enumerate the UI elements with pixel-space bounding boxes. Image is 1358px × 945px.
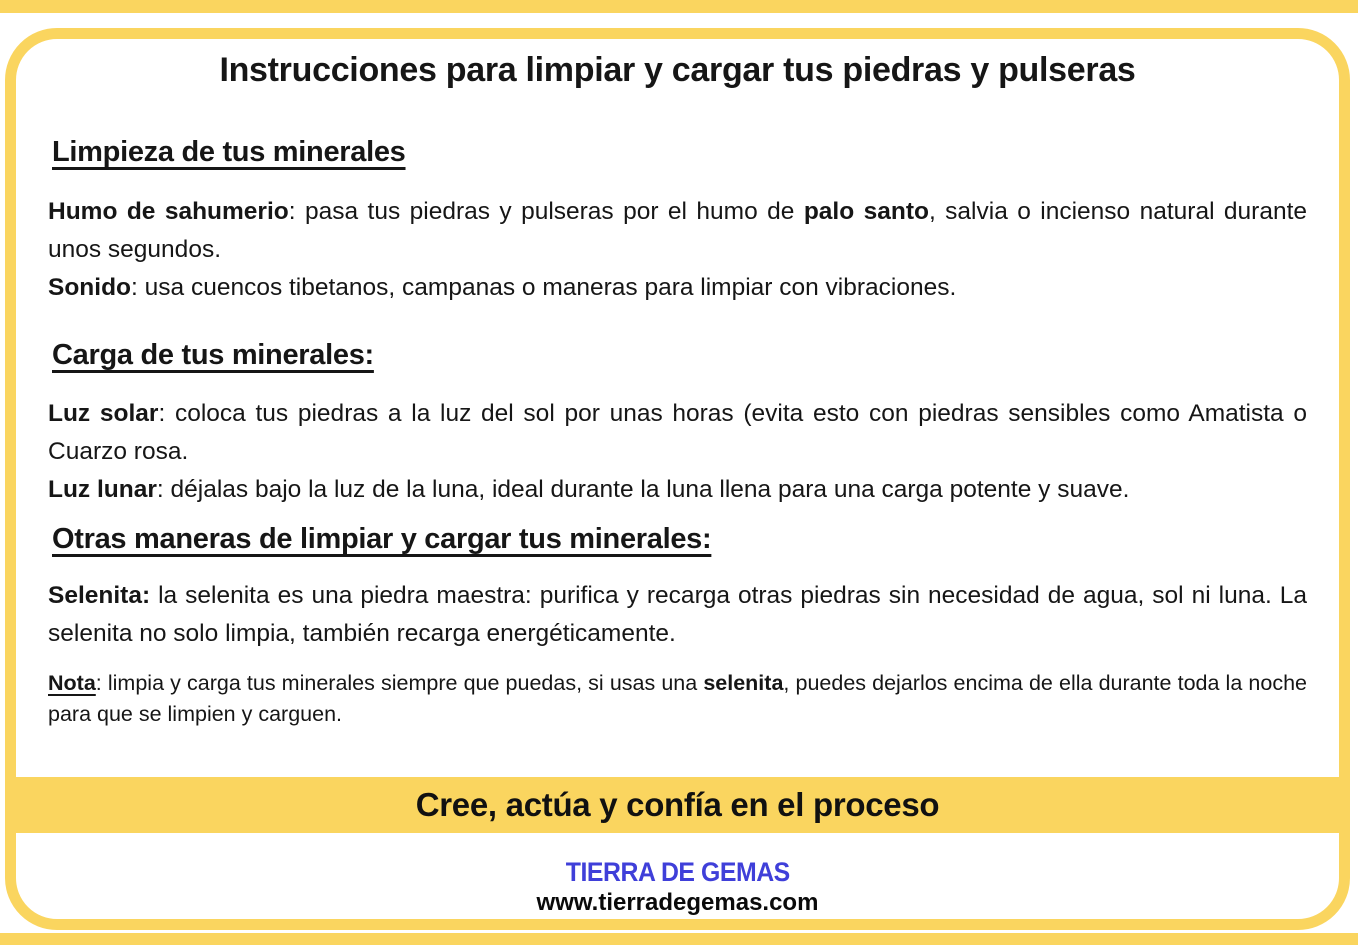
paragraph-lead: Humo de sahumerio xyxy=(48,198,289,225)
paragraph-lead: Luz solar xyxy=(48,400,159,427)
flyer-card xyxy=(5,28,1350,930)
motto-text: Cree, actúa y confía en el proceso xyxy=(415,786,940,823)
paragraph-text: : usa cuencos tibetanos, campanas o maneras para limpiar con vibraciones. xyxy=(131,274,957,301)
brand-name: TIERRA DE GEMAS xyxy=(565,857,790,887)
section-otras-body xyxy=(46,577,1309,730)
section-carga-body xyxy=(46,395,1309,509)
paragraph-text: : limpia y carga tus minerales siempre que puedas, si usas una xyxy=(95,671,704,695)
section-heading-limpieza: Limpieza de tus minerales xyxy=(52,136,406,168)
paragraph-text: la selenita es una piedra maestra: purifica y recarga otras piedras sin necesidad de agua, sol ni luna. La selenita no solo limpia, también recarga energéticamente. xyxy=(48,582,1307,647)
paragraph-selenita xyxy=(48,577,1307,653)
top-accent-strip xyxy=(0,0,1358,13)
website-url: www.tierradegemas.com xyxy=(536,889,819,916)
section-limpieza-body xyxy=(46,193,1309,307)
paragraph-text: : déjalas bajo la luz de la luna, ideal durante la luna llena para una carga potente y suave. xyxy=(156,476,1130,503)
paragraph-humo-de-sahumerio xyxy=(48,193,1307,269)
motto-banner xyxy=(5,777,1350,833)
section-heading-otras: Otras maneras de limpiar y cargar tus minerales: xyxy=(52,523,712,555)
footer xyxy=(16,856,1339,917)
page-title: Instrucciones para limpiar y cargar tus piedras y pulseras xyxy=(219,51,1136,89)
paragraph-text: : coloca tus piedras a la luz del sol por unas horas (evita esto con piedras sensibles como Amatista o Cuarzo rosa. xyxy=(48,400,1308,465)
paragraph-text: : pasa tus piedras y pulseras por el humo de xyxy=(288,198,804,225)
bold-phrase: palo santo xyxy=(803,198,929,225)
paragraph-text: , salvia o incienso natural durante unos segundos. xyxy=(48,198,1308,263)
bold-phrase: selenita xyxy=(703,671,784,695)
section-heading-carga: Carga de tus minerales: xyxy=(52,339,374,371)
paragraph-lead: Nota xyxy=(48,671,96,695)
paragraph-lead: Sonido xyxy=(48,274,132,301)
paragraph-lead: Selenita: xyxy=(48,582,151,609)
paragraph-nota xyxy=(48,668,1307,730)
paragraph-sonido xyxy=(48,269,1307,307)
paragraph-lead: Luz lunar xyxy=(48,476,157,503)
paragraph-luz-lunar xyxy=(48,471,1307,509)
paragraph-text: , puedes dejarlos encima de ella durante toda la noche para que se limpien y carguen. xyxy=(48,671,1307,726)
bottom-accent-strip xyxy=(0,933,1358,945)
paragraph-luz-solar xyxy=(48,395,1307,471)
